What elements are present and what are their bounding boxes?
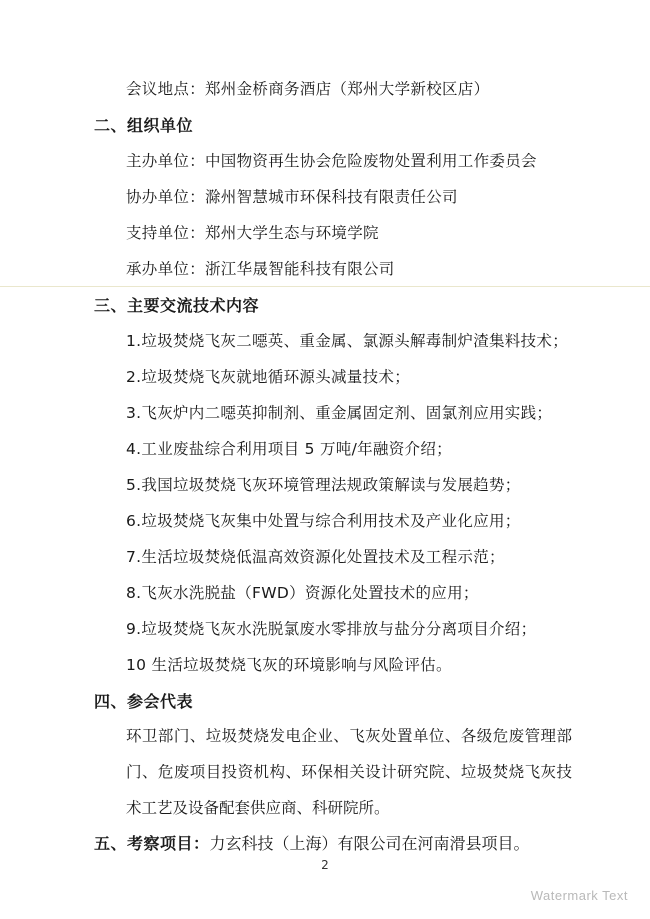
topic-item [58,430,592,466]
topic-item [58,466,592,502]
topic-text: 9.垃圾焚烧飞灰水洗脱氯废水零排放与盐分分离项目介绍； [126,620,537,638]
watermark-text: Watermark Text [530,888,628,903]
organizer-text: 承办单位：浙江华晟智能科技有限公司 [126,260,395,278]
topic-item [58,502,592,538]
section-number: 二、 [94,115,128,135]
section-number: 三、 [94,295,128,315]
organizer-text: 主办单位：中国物资再生协会危险废物处置利用工作委员会 [126,152,537,170]
organizer-item [58,214,592,250]
topic-text: 7.生活垃圾焚烧低温高效资源化处置技术及工程示范； [126,548,505,566]
topic-text: 5.我国垃圾焚烧飞灰环境管理法规政策解读与发展趋势； [126,476,521,494]
topic-item [58,646,592,682]
section-heading-attendees [58,682,592,718]
section-heading-topics [58,286,592,322]
section-title: 考察项目： [127,834,210,853]
topic-item [58,538,592,574]
section-title: 主要交流技术内容 [127,295,260,315]
attendees-paragraph: 环卫部门、垃圾焚烧发电企业、飞灰处置单位、各级危废管理部门、危废项目投资机构、环保相关设计研究院、垃圾焚烧飞灰技术工艺及设备配套供应商、科研院所。 [126,727,572,817]
venue-line [58,70,592,106]
topic-item [58,610,592,646]
organizer-text: 支持单位：郑州大学生态与环境学院 [126,224,379,242]
organizer-item [58,178,592,214]
section-title: 组织单位 [127,115,194,135]
topic-text: 10 生活垃圾焚烧飞灰的环境影响与风险评估。 [126,656,452,674]
section-heading-organizers [58,106,592,142]
organizer-item [58,250,592,286]
section-heading-inspection [58,826,592,862]
scan-artifact-line [0,286,650,287]
page-number: 2 [321,858,329,872]
organizer-item [58,142,592,178]
organizer-text: 协办单位：滁州智慧城市环保科技有限责任公司 [126,188,458,206]
topic-text: 4.工业废盐综合利用项目 5 万吨/年融资介绍； [126,440,452,458]
venue-text: 会议地点：郑州金桥商务酒店（郑州大学新校区店） [126,80,490,98]
section-number: 五、 [94,834,128,853]
section-number: 四、 [94,691,128,711]
topic-item [58,574,592,610]
section-title: 参会代表 [127,691,194,711]
topic-text: 2.垃圾焚烧飞灰就地循环源头减量技术； [126,368,410,386]
inspection-text: 力玄科技（上海）有限公司在河南滑县项目。 [209,834,530,853]
topic-item [58,358,592,394]
topic-text: 3.飞灰炉内二噁英抑制剂、重金属固定剂、固氯剂应用实践； [126,404,553,422]
topic-item [58,322,592,358]
topic-item [58,394,592,430]
topic-text: 1.垃圾焚烧飞灰二噁英、重金属、氯源头解毒制炉渣集料技术； [126,332,568,350]
topic-text: 8.飞灰水洗脱盐（FWD）资源化处置技术的应用； [126,584,479,602]
topic-text: 6.垃圾焚烧飞灰集中处置与综合利用技术及产业化应用； [126,512,521,530]
